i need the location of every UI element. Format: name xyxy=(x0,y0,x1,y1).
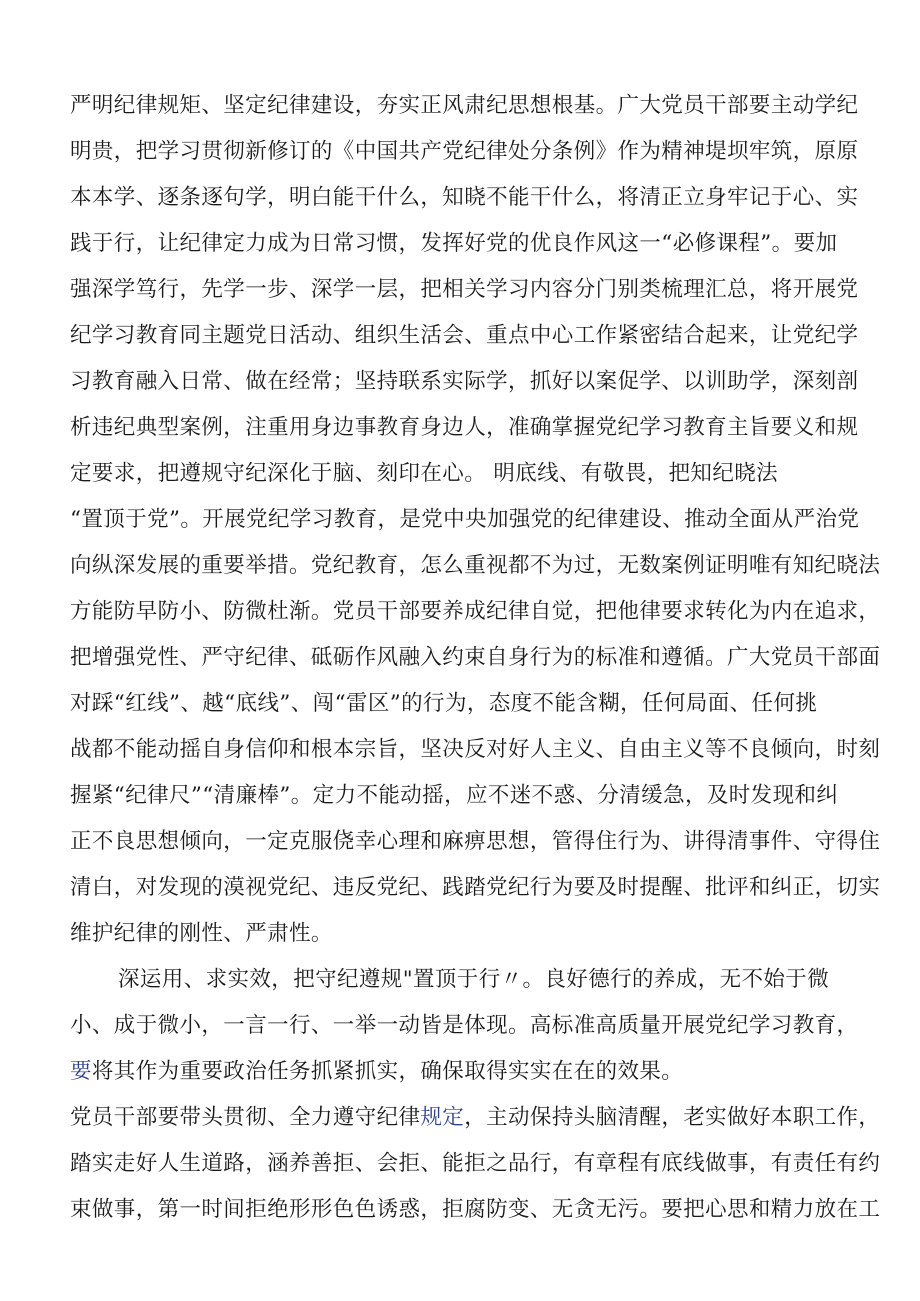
text-line: 严明纪律规矩、坚定纪律建设，夯实正风肃纪思想根基。广大党员干部要主动学纪 xyxy=(70,93,859,118)
text-line: 握紧“纪律尺”“清廉棒”。定力不能动摇，应不迷不惑、分清缓急，及时发现和纠 xyxy=(70,783,839,808)
text-line xyxy=(70,1098,880,1138)
text-line xyxy=(70,1052,683,1092)
text-line: 习教育融入日常、做在经常；坚持联系实际学，抓好以案促学、以训助学，深刻剖 xyxy=(70,369,859,394)
text-line: 清白，对发现的漠视党纪、违反党纪、践踏党纪行为要及时提醒、批评和纠正，切实 xyxy=(70,875,881,900)
text-span: ，主动保持头脑清醒，老实做好本职工作， xyxy=(464,1105,881,1130)
paragraph-start-line: 深运用、求实效，把守纪遵规"置顶于行〃。良好德行的养成，无不始于微 xyxy=(118,967,830,992)
text-line: “置顶于党”。开展党纪学习教育，是党中央加强党的纪律建设、推动全面从严治党 xyxy=(70,507,860,532)
text-line: 束做事，第一时间拒绝形形色色诱惑，拒腐防变、无贪无污。要把心思和精力放在工 xyxy=(70,1197,881,1222)
text-line: 纪学习教育同主题党日活动、组织生活会、重点中心工作紧密结合起来，让党纪学 xyxy=(70,323,859,348)
text-line: 踏实走好人生道路，涵养善拒、会拒、能拒之品行，有章程有底线做事，有责任有约 xyxy=(70,1151,881,1176)
text-line: 析违纪典型案例，注重用身边事教育身边人，准确掌握党纪学习教育主旨要义和规 xyxy=(70,415,859,440)
text-line: 强深学笃行，先学一步、深学一层，把相关学习内容分门别类梳理汇总，将开展党 xyxy=(70,277,859,302)
text-span: 党员干部要带头贯彻、全力遵守纪律 xyxy=(70,1105,421,1130)
text-line: 正不良思想倾向，一定克服侥幸心理和麻痹思想，管得住行为、讲得清事件、守得住 xyxy=(70,829,881,854)
text-line: 小、成于微小，一言一行、一举一动皆是体现。高标准高质量开展党纪学习教育， xyxy=(70,1013,859,1038)
text-line: 对踩“红线”、越“底线”、闯“雷区”的行为，态度不能含糊，任何局面、任何挑 xyxy=(70,691,818,716)
text-line: 维护纪律的刚性、严肃性。 xyxy=(70,921,333,946)
text-line: 战都不能动摇自身信仰和根本宗旨，坚决反对好人主义、自由主义等不良倾向，时刻 xyxy=(70,737,881,762)
text-line: 践于行，让纪律定力成为日常习惯，发挥好党的优良作风这一“必修课程”。要加 xyxy=(70,231,838,256)
marked-word: 要 xyxy=(70,1059,92,1084)
text-line: 向纵深发展的重要举措。党纪教育，怎么重视都不为过，无数案例证明唯有知纪晓法 xyxy=(70,553,881,578)
text-span: 将其作为重要政治任务抓紧抓实，确保取得实实在在的效果。 xyxy=(91,1059,684,1084)
text-line: 方能防早防小、防微杜渐。党员干部要养成纪律自觉，把他律要求转化为内在追求， xyxy=(70,599,881,624)
text-line: 明贵，把学习贯彻新修订的《中国共产党纪律处分条例》作为精神堤坝牢筑，原原 xyxy=(70,139,859,164)
text-line: 定要求，把遵规守纪深化于脑、刻印在心。 明底线、有敬畏，把知纪晓法 xyxy=(70,461,779,486)
marked-word: 规定 xyxy=(420,1105,465,1130)
text-line: 本本学、逐条逐句学，明白能干什么，知晓不能干什么，将清正立身牢记于心、实 xyxy=(70,185,859,210)
text-line: 把增强党性、严守纪律、砥砺作风融入约束自身行为的标准和遵循。广大党员干部面 xyxy=(70,645,881,670)
